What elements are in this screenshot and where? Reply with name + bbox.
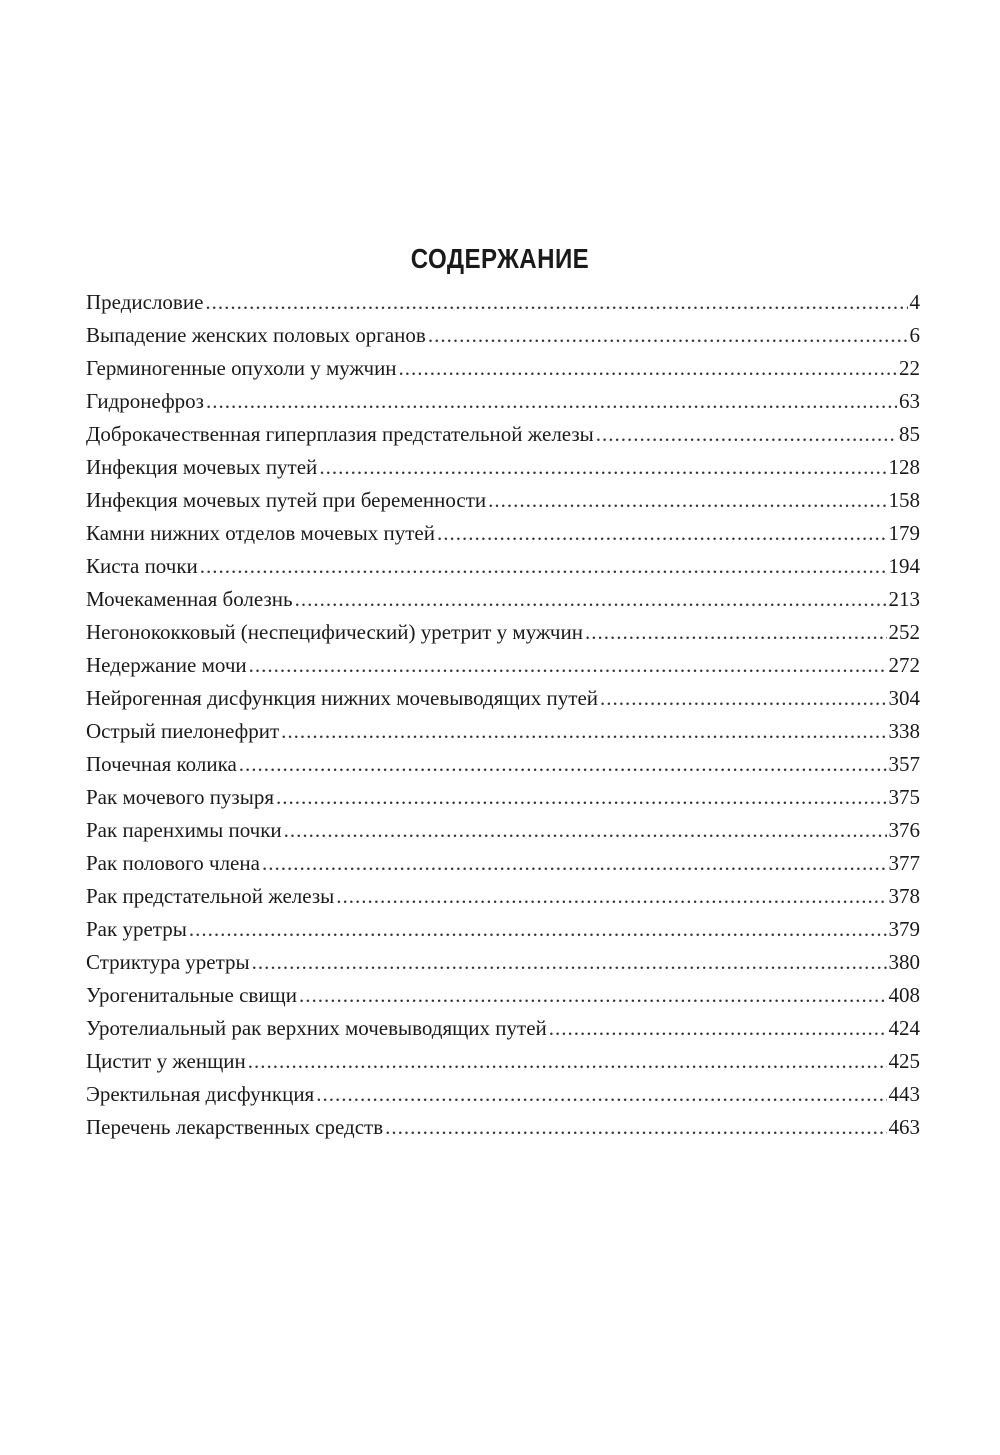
dot-leader (206, 385, 897, 418)
dot-leader (295, 583, 887, 616)
toc-entry-page-number: 194 (888, 554, 920, 578)
toc-entry-page-number: 380 (888, 950, 920, 974)
toc-entry-title: Рак предстательной железы (86, 884, 335, 908)
toc-entry (86, 748, 920, 781)
dot-leader (316, 1078, 886, 1111)
toc-entry-page-number: 443 (888, 1082, 920, 1106)
toc-entry-title: Инфекция мочевых путей при беременности (86, 488, 487, 512)
toc-entry-title: Стриктура уретры (86, 950, 250, 974)
toc-entry (86, 979, 920, 1012)
toc-entry (86, 616, 920, 649)
toc-entry-title: Рак паренхимы почки (86, 818, 282, 842)
toc-entry-page-number: 85 (899, 422, 920, 446)
toc-entry (86, 1111, 920, 1144)
dot-leader (600, 682, 886, 715)
toc-entry-page-number: 213 (888, 587, 920, 611)
toc-entry (86, 913, 920, 946)
dot-leader (336, 880, 886, 913)
toc-entry-title: Доброкачественная гиперплазия предстательной железы (86, 422, 594, 446)
toc-entry (86, 946, 920, 979)
dot-leader (585, 616, 887, 649)
toc-entry-page-number: 338 (888, 719, 920, 743)
toc-entry-title: Рак мочевого пузыря (86, 785, 274, 809)
dot-leader (596, 418, 897, 451)
toc-entry (86, 880, 920, 913)
toc-entry-page-number: 379 (888, 917, 920, 941)
toc-entry-page-number: 4 (909, 290, 920, 314)
dot-leader (437, 517, 887, 550)
toc-entry-title: Камни нижних отделов мочевых путей (86, 521, 435, 545)
toc-entry-title: Перечень лекарственных средств (86, 1115, 384, 1139)
dot-leader (299, 979, 887, 1012)
toc-entry (86, 682, 920, 715)
toc-entry-page-number: 408 (888, 983, 920, 1007)
toc-entry-page-number: 463 (888, 1115, 920, 1139)
toc-entry (86, 1045, 920, 1078)
toc-entry-title: Киста почки (86, 554, 198, 578)
toc-entry-page-number: 272 (888, 653, 920, 677)
toc-entry-page-number: 375 (888, 785, 920, 809)
toc-entry-title: Цистит у женщин (86, 1049, 246, 1073)
toc-entry-title: Гидронефроз (86, 389, 204, 413)
toc-entry-page-number: 6 (909, 323, 920, 347)
toc-entry (86, 1012, 920, 1045)
toc-entry-page-number: 376 (888, 818, 920, 842)
toc-entry-page-number: 304 (888, 686, 920, 710)
toc-entry (86, 484, 920, 517)
toc-entry-title: Эректильная дисфункция (86, 1082, 315, 1106)
toc-entry-title: Выпадение женских половых органов (86, 323, 426, 347)
toc-entry (86, 781, 920, 814)
toc-entry (86, 583, 920, 616)
dot-leader (249, 649, 887, 682)
toc-entry (86, 1078, 920, 1111)
toc-entry (86, 517, 920, 550)
toc-entry-title: Острый пиелонефрит (86, 719, 280, 743)
dot-leader (276, 781, 887, 814)
toc-entry-title: Предисловие (86, 290, 204, 314)
dot-leader (200, 550, 887, 583)
dot-leader (385, 1111, 886, 1144)
toc-entry (86, 385, 920, 418)
toc-entry-page-number: 128 (888, 455, 920, 479)
toc-entry-title: Нейрогенная дисфункция нижних мочевыводящих путей (86, 686, 599, 710)
toc-entry (86, 847, 920, 880)
toc-entry (86, 550, 920, 583)
toc-entry-title: Рак уретры (86, 917, 187, 941)
toc-entry-title: Мочекаменная болезнь (86, 587, 293, 611)
toc-entry-page-number: 63 (899, 389, 920, 413)
dot-leader (252, 946, 887, 979)
dot-leader (262, 847, 887, 880)
toc-entry-title: Негонококковый (неспецифический) уретрит у мужчин (86, 620, 583, 644)
toc-entry-page-number: 179 (888, 521, 920, 545)
toc-entry-page-number: 377 (888, 851, 920, 875)
toc-entry (86, 451, 920, 484)
toc-entry (86, 649, 920, 682)
toc-entry (86, 418, 920, 451)
toc-entry-title: Инфекция мочевых путей (86, 455, 318, 479)
dot-leader (248, 1045, 887, 1078)
toc-entry (86, 319, 920, 352)
toc-entry-title: Герминогенные опухоли у мужчин (86, 356, 397, 380)
toc-entry (86, 715, 920, 748)
dot-leader (284, 814, 887, 847)
table-of-contents (86, 286, 920, 1144)
toc-entry-page-number: 252 (888, 620, 920, 644)
dot-leader (399, 352, 897, 385)
toc-entry (86, 286, 920, 319)
dot-leader (549, 1012, 887, 1045)
dot-leader (189, 913, 887, 946)
dot-leader (239, 748, 887, 781)
toc-entry-title: Недержание мочи (86, 653, 247, 677)
dot-leader (205, 286, 907, 319)
dot-leader (281, 715, 886, 748)
toc-entry-page-number: 425 (888, 1049, 920, 1073)
toc-entry (86, 814, 920, 847)
toc-entry-title: Почечная колика (86, 752, 237, 776)
toc-entry-page-number: 424 (888, 1016, 920, 1040)
toc-entry (86, 352, 920, 385)
toc-entry-page-number: 158 (888, 488, 920, 512)
dot-leader (319, 451, 886, 484)
toc-entry-title: Рак полового члена (86, 851, 260, 875)
dot-leader (428, 319, 908, 352)
toc-entry-title: Уротелиальный рак верхних мочевыводящих путей (86, 1016, 547, 1040)
toc-entry-page-number: 22 (899, 356, 920, 380)
page-title: СОДЕРЖАНИЕ (410, 243, 590, 274)
toc-entry-page-number: 378 (888, 884, 920, 908)
toc-entry-page-number: 357 (888, 752, 920, 776)
toc-entry-title: Урогенитальные свищи (86, 983, 297, 1007)
dot-leader (488, 484, 886, 517)
